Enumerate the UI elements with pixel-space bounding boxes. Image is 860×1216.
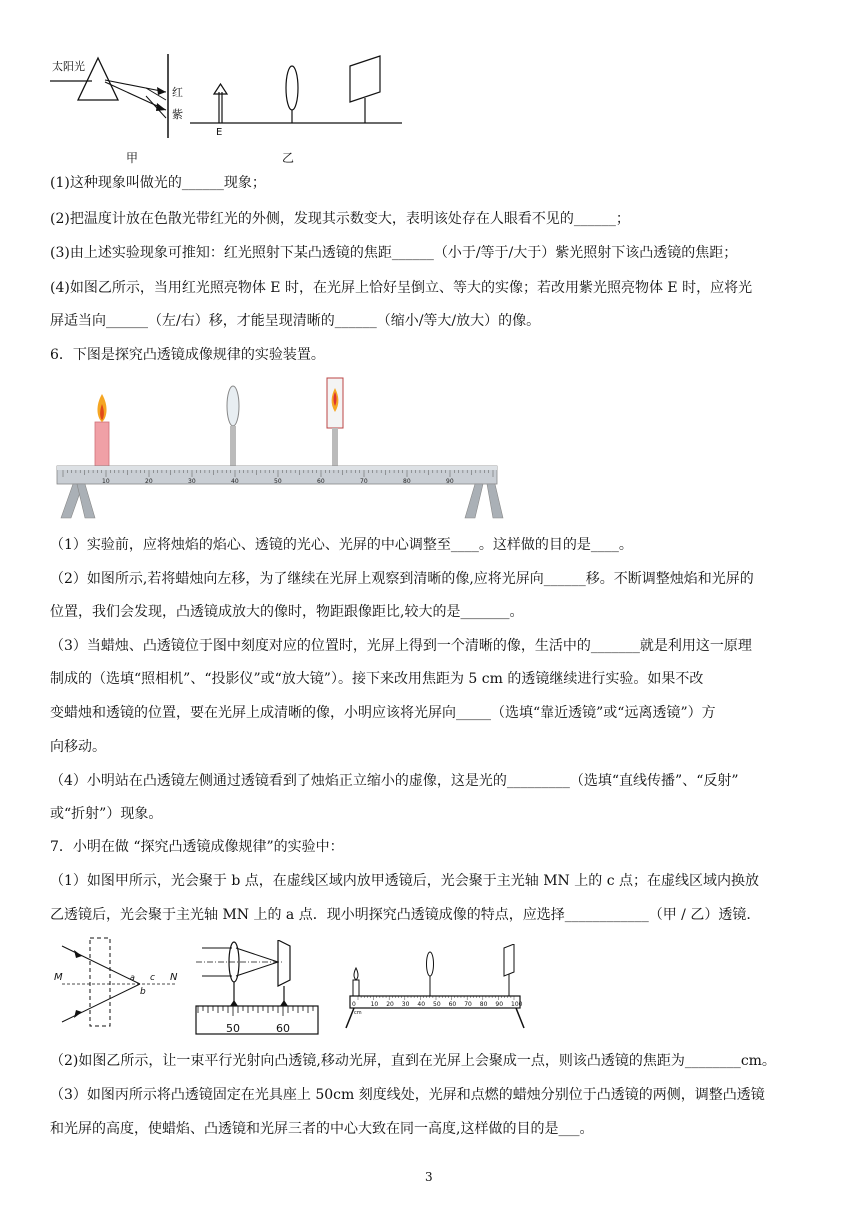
q6-line-6: 变蜡烛和透镜的位置，要在光屏上成清晰的像，小明应该将光屏向_____（选填“靠近透镜”或“远离透镜”）方 [50,705,716,721]
bench2-tick-label: 50 [433,1001,441,1008]
dashed-lens-region [90,938,110,1026]
q5-line-3: (3)由上述实验现象可推知：红光照射下某凸透镜的焦距______（小于/等于/大于）紫光照射下该凸透镜的焦距； [50,245,738,261]
bench-tick-label: 70 [360,478,368,485]
m-label: M [54,972,63,983]
bench-tick-label: 20 [145,478,153,485]
q6-line-4: （3）当蜡烛、凸透镜位于图中刻度对应的位置时，光屏上得到一个清晰的像，生活中的_______就是利用这一原理 [50,638,752,654]
n-label: N [170,972,178,983]
q5-line-4: (4)如图乙所示，当用红光照亮物体 E 时，在光屏上恰好呈倒立、等大的实像；若改用紫光照亮物体 E 时，应将光 [50,280,753,296]
page-number: 3 [425,1170,433,1184]
q6-line-9: 或“折射”）现象。 [50,806,163,822]
q6-lens [227,386,239,426]
bench-tick-label: 50 [274,478,282,485]
bench2-tick-label: 30 [401,1001,410,1008]
bench-tick-label: 80 [403,478,411,485]
sunlight-label: 太阳光 [52,60,85,73]
q7-line-4: （3）如图丙所示将凸透镜固定在光具座上 50cm 刻度线处，光屏和点燃的蜡烛分别位于凸透镜的两侧，调整凸透镜 [50,1087,765,1103]
q5-line-5: 屏适当向______（左/右）移，才能呈现清晰的______（缩小/等大/放大）的像。 [50,313,541,329]
object-label: E [216,127,223,138]
bench-tick-label: 90 [446,478,454,485]
bench-tick-label: 40 [231,478,239,485]
q7-line-5: 和光屏的高度，使蜡焰、凸透镜和光屏三者的中心大致在同一高度,这样做的目的是___。 [50,1121,594,1137]
figure-q7-focus-ruler [192,940,322,1036]
q5-line-1: (1)这种现象叫做光的______现象； [50,175,266,191]
b-label: b [140,987,146,997]
violet-label: 紫 [172,108,183,121]
object-arrow [214,84,227,94]
ruler-50-label: 50 [226,1022,240,1035]
q6-line-1: （1）实验前，应将烛焰的焰心、透镜的光心、光屏的中心调整至____。这样做的目的是____。 [50,537,633,553]
candle-body [95,422,109,466]
bench2-tick-label: 70 [464,1001,472,1008]
q7-candle-flame [354,968,358,980]
bench-tick-label: 30 [188,478,196,485]
q6-line-2: （2）如图所示,若将蜡烛向左移，为了继续在光屏上观察到清晰的像,应将光屏向______移。不断调整烛焰和光屏的 [50,571,754,587]
bench2-tick-label: 20 [386,1001,394,1008]
q6-line-7: 向移动。 [50,739,106,755]
bench2-tick-label: 40 [417,1001,426,1008]
q7-bench-lens [427,952,434,976]
figure-q7-bench [344,944,530,1030]
bench-unit-label: cm [354,1010,362,1016]
q7-screen [278,940,290,986]
q7-title: 7．小明在做 “探究凸透镜成像规律”的实验中： [50,839,344,855]
bench2-tick-label: 60 [448,1001,457,1008]
figure-q6-optical-bench [55,374,505,522]
q7-line-3: （2)如图乙所示，让一束平行光射向凸透镜,移动光屏，直到在光屏上会聚成一点，则该凸透镜的焦距为________cm。 [50,1053,776,1069]
q6-line-8: （4）小明站在凸透镜左侧通过透镜看到了烛焰正立缩小的虚像，这是光的_________（选填“直线传播”、“反射” [50,773,739,789]
lens-shape [286,66,298,110]
q7-line-2: 乙透镜后，光会聚于主光轴 MN 上的 a 点．现小明探究凸透镜成像的特点，应选择____________（甲 / 乙）透镜. [50,907,751,923]
figure-q7-ray-diagram [52,934,182,1034]
figure-prism-and-bench [50,48,410,168]
red-label: 红 [172,86,183,99]
caption-b: 乙 [282,151,295,165]
c-label: c [150,973,155,983]
q5-line-2: (2)把温度计放在色散光带红光的外侧，发现其示数变大，表明该处存在人眼看不见的______； [50,211,630,227]
q6-line-5: 制成的（选填“照相机”、“投影仪”或“放大镜”）。接下来改用焦距为 5 cm 的透镜继续进行实验。如果不改 [50,671,704,687]
bench2-tick-label: 10 [370,1001,379,1008]
bench2-tick-label: 90 [495,1001,504,1008]
ruler-60-label: 60 [276,1022,290,1035]
bench-tick-label: 10 [102,478,110,485]
light-screen-shape [350,56,380,102]
q7-line-1: （1）如图甲所示，光会聚于 b 点，在虚线区域内放甲透镜后，光会聚于主光轴 MN 上的 c 点；在虚线区域内换放 [50,873,759,889]
caption-a: 甲 [126,151,139,165]
q6-title: 6．下图是探究凸透镜成像规律的实验装置。 [50,347,325,363]
bench-leg-right [465,484,483,518]
bench-tick-label: 60 [317,478,325,485]
q7-ruler [196,1006,318,1034]
bench-zero-label: 0 [352,1001,356,1008]
a-label: a [130,973,135,982]
bench2-tick-label: 100 [511,1001,523,1008]
q7-bench-screen [504,944,514,976]
q6-line-3: 位置，我们会发现，凸透镜成放大的像时，物距跟像距比,较大的是_______。 [50,604,524,620]
bench2-tick-label: 80 [479,1001,488,1008]
